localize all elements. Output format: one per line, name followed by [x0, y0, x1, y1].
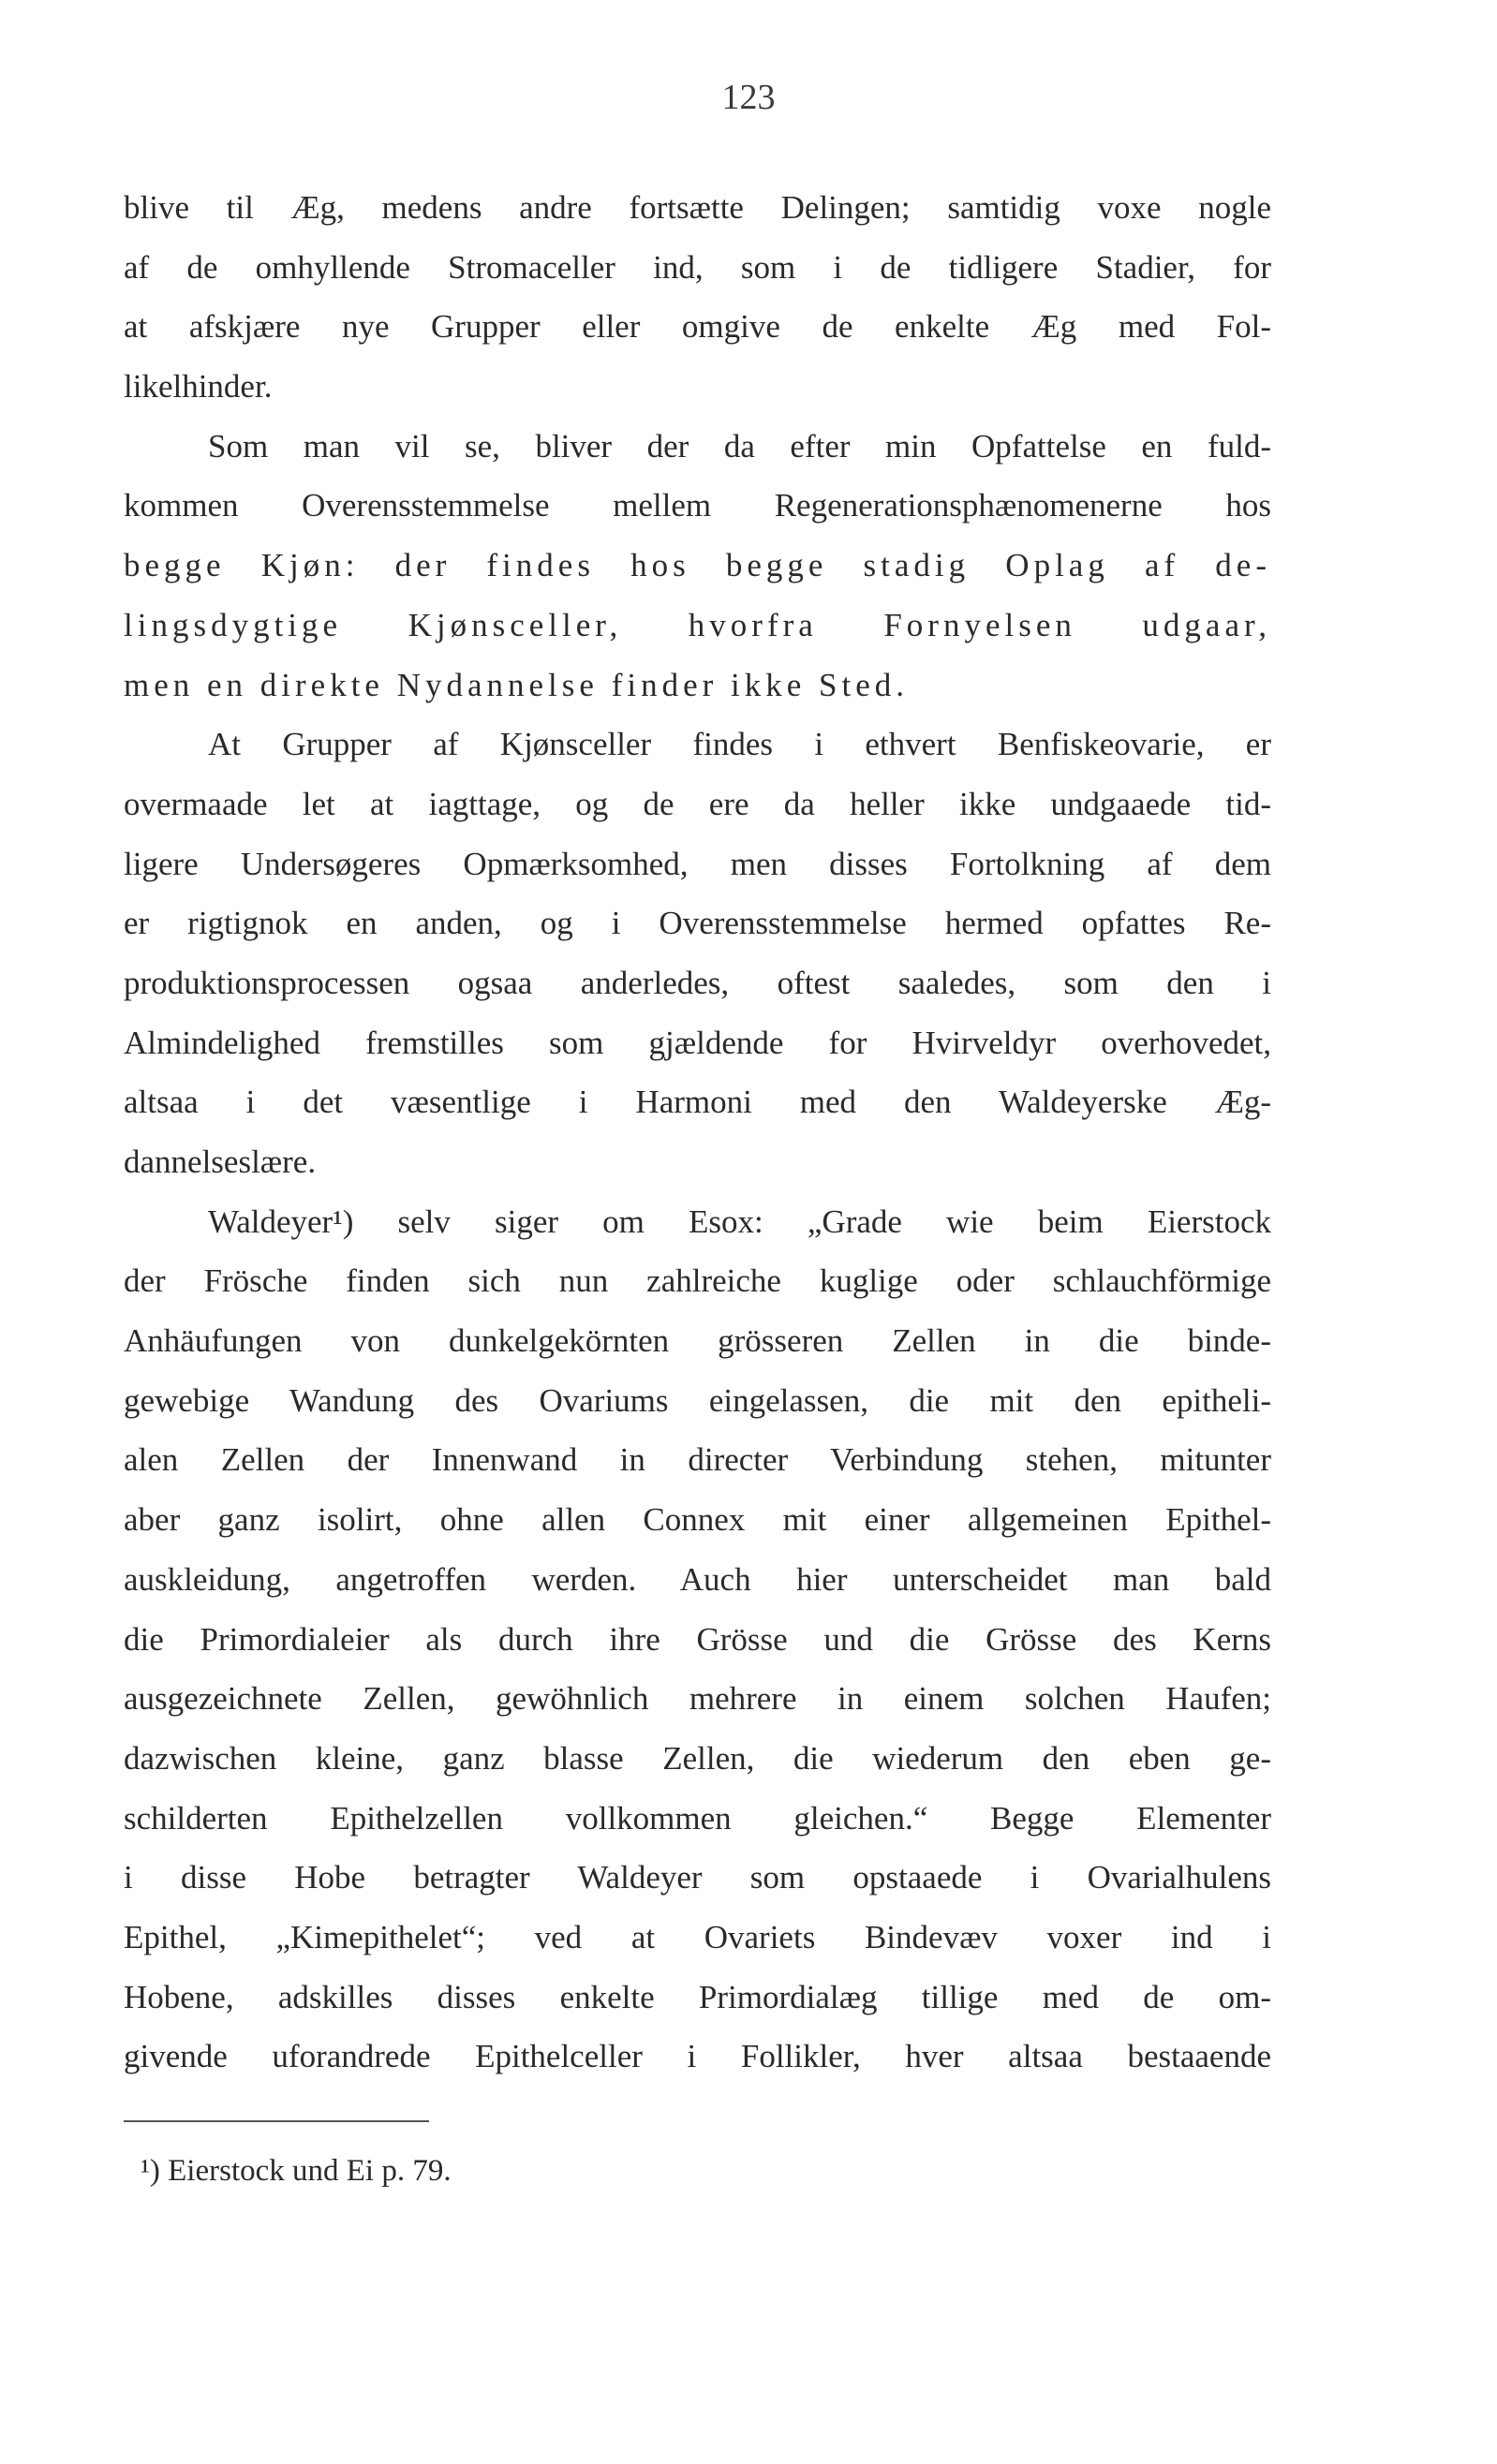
footnote: ¹) Eierstock und Ei p. 79.: [141, 2154, 452, 2188]
text-line: Almindelighed fremstilles som gjældende for Hvirveldyr overhovedet,: [124, 1024, 1271, 1061]
body-text: [124, 178, 1271, 2087]
text-line: alen Zellen der Innenwand in directer Verbindung stehen, mitunter: [124, 1441, 1271, 1479]
paragraph-start-line: Som man vil se, bliver der da efter min Opfattelse en fuld-: [208, 427, 1271, 465]
page-number: 123: [721, 78, 776, 117]
text-line: overmaade let at iagttage, og de ere da heller ikke undgaaede tid-: [124, 785, 1271, 822]
text-line: ligere Undersøgeres Opmærksomhed, men disses Fortolkning af dem: [124, 845, 1271, 882]
text-line: produktionsprocessen ogsaa anderledes, oftest saaledes, som den i: [124, 964, 1271, 1001]
text-line: Hobene, adskilles disses enkelte Primordialæg tillige med de om-: [124, 1978, 1271, 2015]
text-line: Epithel, „Kimepithelet“; ved at Ovariets Bindevæv voxer ind i: [124, 1918, 1271, 1955]
text-line: i disse Hobe betragter Waldeyer som opstaaede i Ovarialhulens: [124, 1859, 1271, 1896]
text-line: Anhäufungen von dunkelgekörnten grösseren Zellen in die binde-: [124, 1322, 1271, 1360]
text-line: ausgezeichnete Zellen, gewöhnlich mehrere in einem solchen Haufen;: [124, 1680, 1271, 1718]
text-line: er rigtignok en anden, og i Overensstemmelse hermed opfattes Re-: [124, 905, 1271, 942]
text-line: af de omhyllende Stromaceller ind, som i de tidligere Stadier, for: [124, 248, 1271, 286]
text-line: at afskjære nye Grupper eller omgive de enkelte Æg med Fol-: [124, 308, 1271, 346]
text-line: altsaa i det væsentlige i Harmoni med den Waldeyerske Æg-: [124, 1084, 1271, 1121]
text-line: der Frösche finden sich nun zahlreiche kuglige oder schlauchförmige: [124, 1262, 1271, 1300]
text-line: likelhinder.: [124, 368, 273, 406]
text-line: blive til Æg, medens andre fortsætte Delingen; samtidig voxe nogle: [124, 189, 1271, 226]
text-line: givende uforandrede Epithelceller i Follikler, hver altsaa bestaaende: [124, 2038, 1271, 2075]
text-line: auskleidung, angetroffen werden. Auch hier unterscheidet man bald: [124, 1560, 1271, 1598]
text-line: schilderten Epithelzellen vollkommen gleichen.“ Begge Elementer: [124, 1799, 1271, 1837]
text-line: begge Kjøn: der findes hos begge stadig Oplag af de-: [124, 547, 1271, 584]
text-line: dazwischen kleine, ganz blasse Zellen, die wiederum den eben ge-: [124, 1739, 1271, 1777]
text-line: die Primordialeier als durch ihre Grösse und die Grösse des Kerns: [124, 1620, 1271, 1658]
text-line: gewebige Wandung des Ovariums eingelassen, die mit den epitheli-: [124, 1381, 1271, 1419]
footnote-divider: [124, 2120, 429, 2122]
text-line: men en direkte Nydannelse finder ikke Sted.: [124, 666, 909, 703]
paragraph-start-line: Waldeyer¹) selv siger om Esox: „Grade wie beim Eierstock: [208, 1202, 1271, 1240]
paragraph-start-line: At Grupper af Kjønsceller findes i ethvert Benfiskeovarie, er: [208, 726, 1271, 763]
text-line: aber ganz isolirt, ohne allen Connex mit einer allgemeinen Epithel-: [124, 1501, 1271, 1539]
text-line: kommen Overensstemmelse mellem Regenerationsphænomenerne hos: [124, 487, 1271, 524]
text-line: dannelseslære.: [124, 1143, 317, 1180]
text-line: lingsdygtige Kjønsceller, hvorfra Fornyelsen udgaar,: [124, 606, 1271, 643]
